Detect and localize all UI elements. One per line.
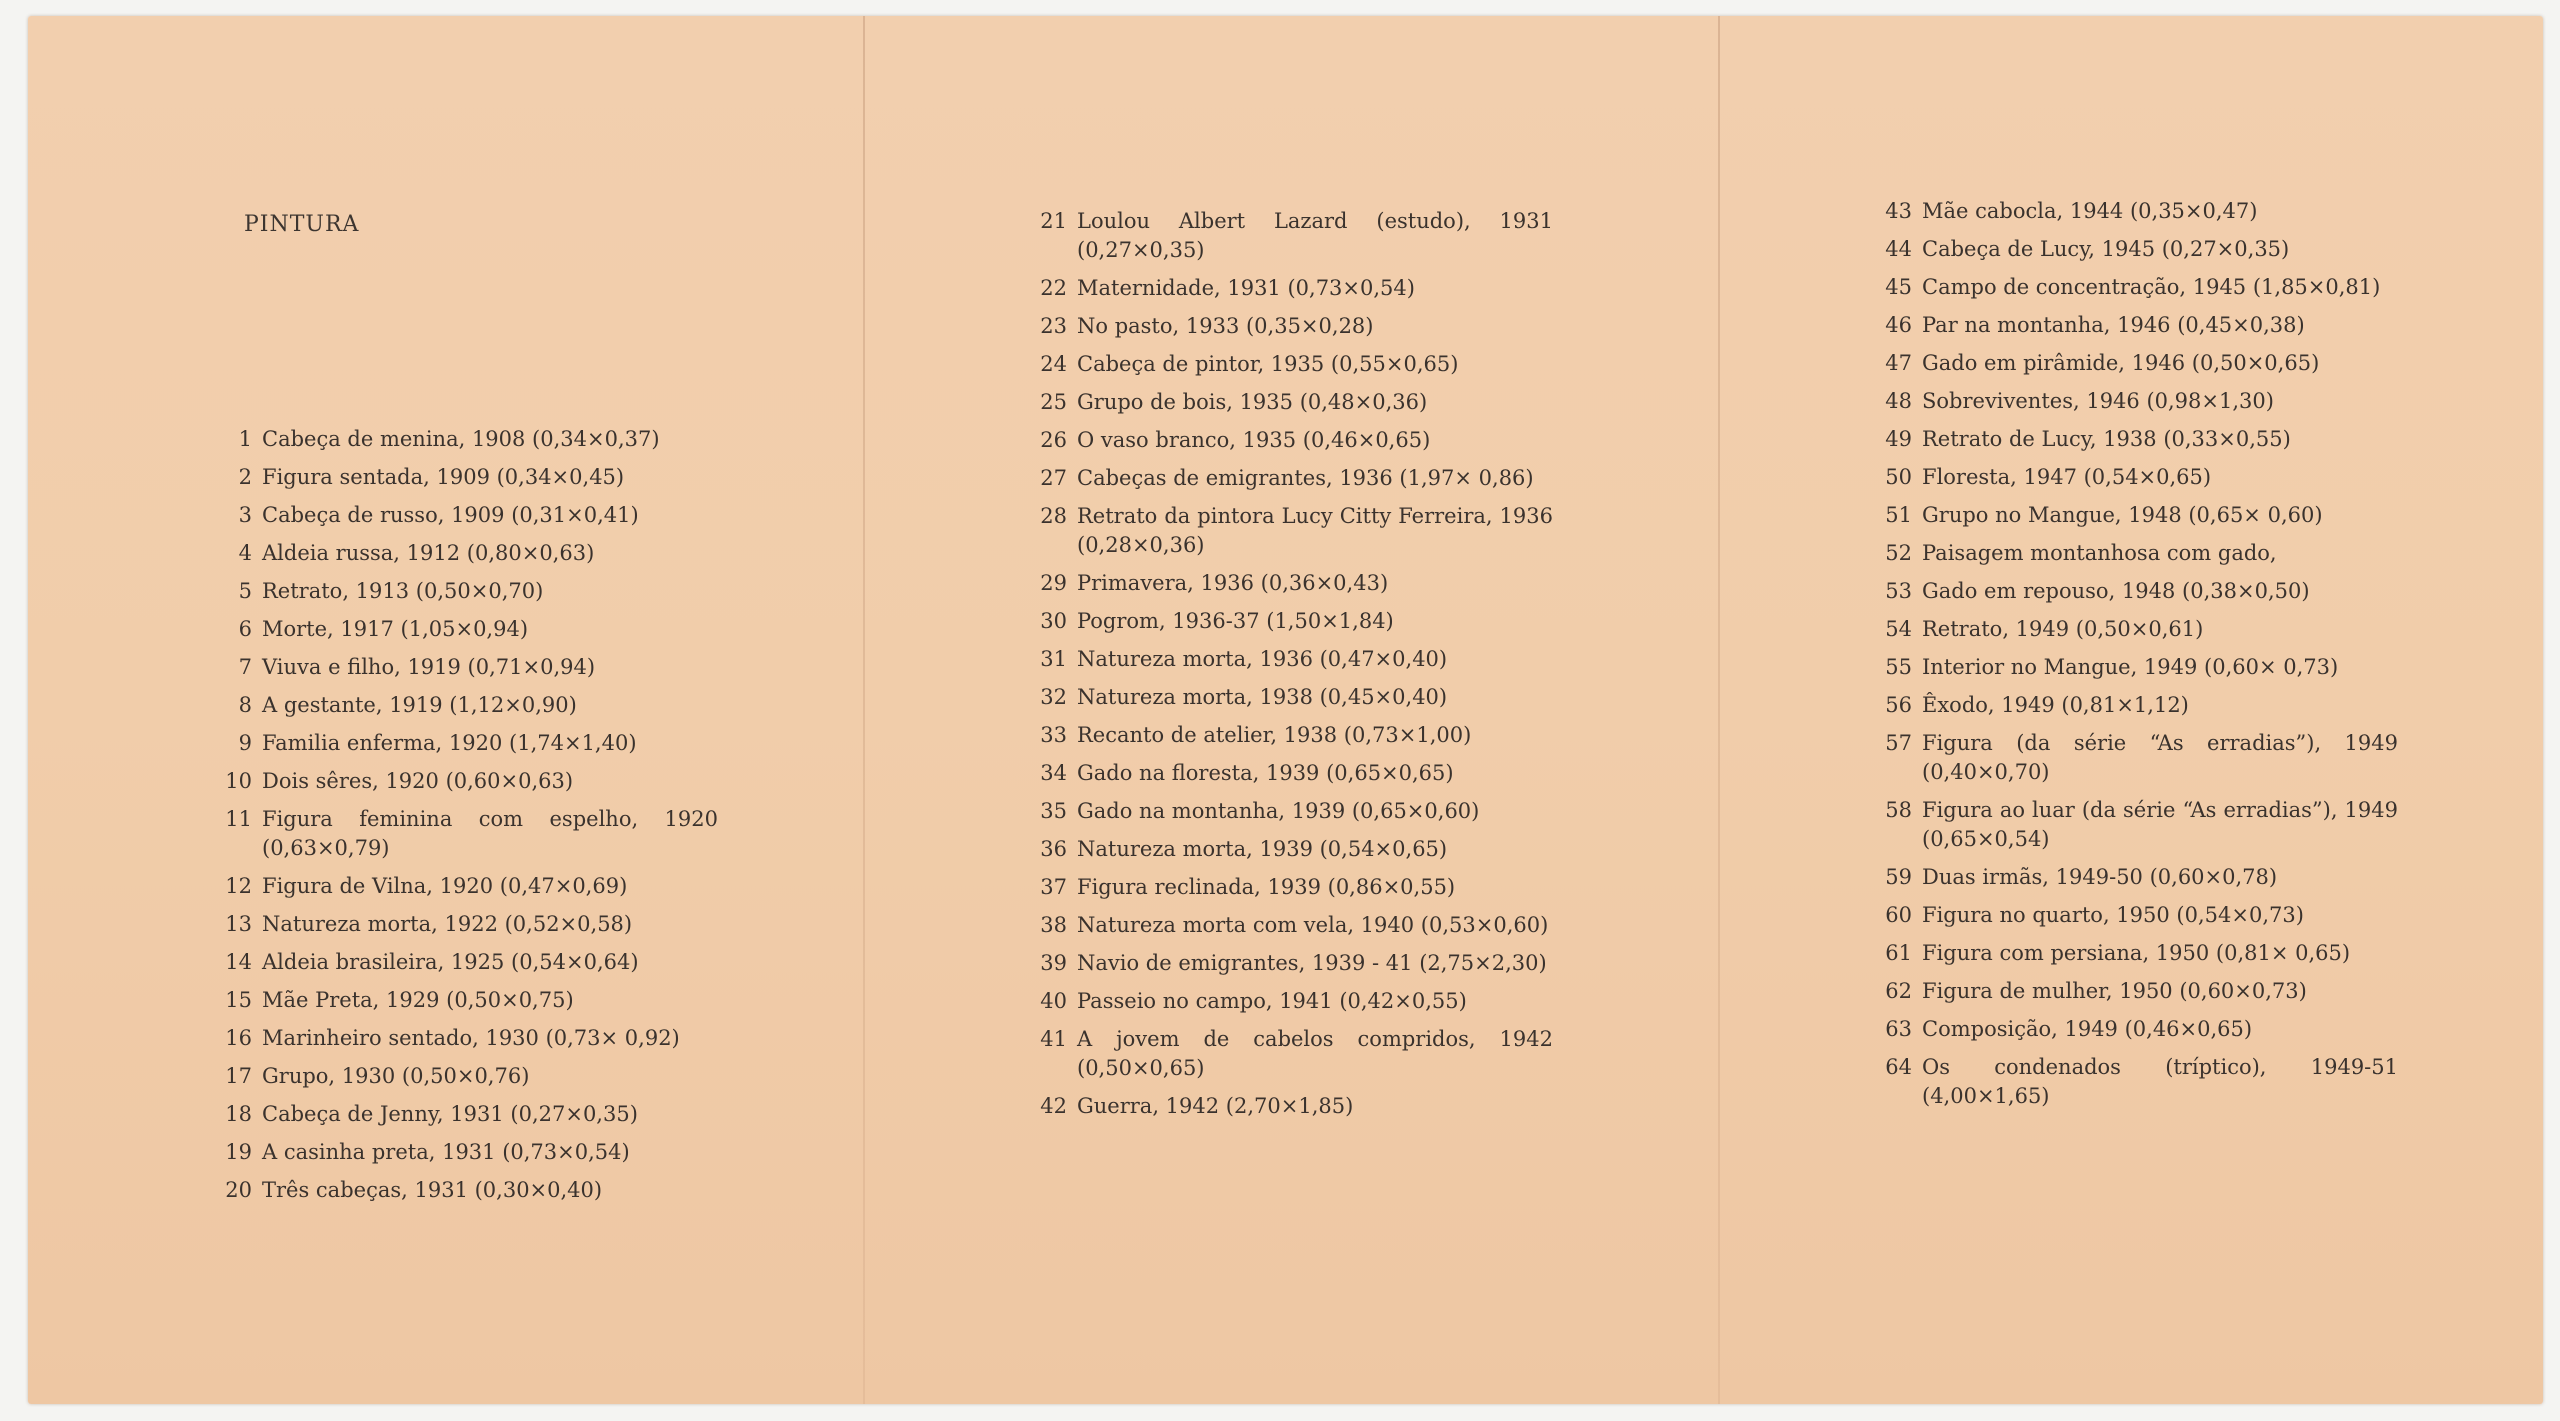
item-number: 19 <box>225 1140 252 1164</box>
list-item <box>1878 273 2398 302</box>
item-number: 3 <box>238 503 252 527</box>
item-number: 48 <box>1885 389 1912 413</box>
item-text: Viuva e filho, 1919 (0,71×0,94) <box>262 655 596 679</box>
item-number: 21 <box>1040 209 1067 233</box>
item-text: Floresta, 1947 (0,54×0,65) <box>1922 465 2212 489</box>
item-number: 26 <box>1040 428 1067 452</box>
list-item <box>1033 502 1553 560</box>
item-number: 60 <box>1885 903 1912 927</box>
list-item <box>1878 311 2398 340</box>
item-text: Cabeça de Lucy, 1945 (0,27×0,35) <box>1922 237 2290 261</box>
item-number: 8 <box>238 693 252 717</box>
item-number: 4 <box>238 541 252 565</box>
list-item <box>218 539 718 568</box>
item-text: Natureza morta com vela, 1940 (0,53×0,60) <box>1077 913 1549 937</box>
item-number: 54 <box>1885 617 1912 641</box>
item-text: Cabeças de emigrantes, 1936 (1,97× 0,86) <box>1077 466 1534 490</box>
list-item <box>1033 1025 1553 1083</box>
list-item <box>1878 653 2398 682</box>
item-number: 6 <box>238 617 252 641</box>
list-item <box>1878 1053 2398 1111</box>
item-number: 46 <box>1885 313 1912 337</box>
list-item <box>1878 425 2398 454</box>
list-item <box>218 805 718 863</box>
list-item <box>1033 207 1553 265</box>
list-item <box>1878 539 2398 568</box>
item-number: 38 <box>1040 913 1067 937</box>
list-item <box>218 577 718 606</box>
item-text: Composição, 1949 (0,46×0,65) <box>1922 1017 2253 1041</box>
item-text: Pogrom, 1936-37 (1,50×1,84) <box>1077 609 1394 633</box>
list-item <box>1033 388 1553 417</box>
item-text: Passeio no campo, 1941 (0,42×0,55) <box>1077 989 1467 1013</box>
item-text: Figura sentada, 1909 (0,34×0,45) <box>262 465 625 489</box>
item-text: Natureza morta, 1939 (0,54×0,65) <box>1077 837 1448 861</box>
item-text: Grupo, 1930 (0,50×0,76) <box>262 1064 530 1088</box>
item-number: 40 <box>1040 989 1067 1013</box>
item-number: 51 <box>1885 503 1912 527</box>
item-number: 36 <box>1040 837 1067 861</box>
list-item <box>1033 350 1553 379</box>
list-item <box>218 948 718 977</box>
item-number: 13 <box>225 912 252 936</box>
item-text: Familia enferma, 1920 (1,74×1,40) <box>262 731 637 755</box>
list-item <box>1033 683 1553 712</box>
list-item <box>1033 464 1553 493</box>
item-number: 7 <box>238 655 252 679</box>
item-number: 33 <box>1040 723 1067 747</box>
item-text: Natureza morta, 1938 (0,45×0,40) <box>1077 685 1448 709</box>
item-number: 35 <box>1040 799 1067 823</box>
list-item <box>1033 426 1553 455</box>
list-item <box>1878 863 2398 892</box>
item-text: Mãe Preta, 1929 (0,50×0,75) <box>262 988 574 1012</box>
list-item <box>1878 977 2398 1006</box>
item-number: 43 <box>1885 199 1912 223</box>
item-text: Gado na floresta, 1939 (0,65×0,65) <box>1077 761 1454 785</box>
item-text: Cabeça de Jenny, 1931 (0,27×0,35) <box>262 1102 638 1126</box>
section-heading: PINTURA <box>244 212 360 237</box>
item-text: Grupo de bois, 1935 (0,48×0,36) <box>1077 390 1428 414</box>
list-item <box>218 729 718 758</box>
list-item <box>1878 796 2398 854</box>
list-item <box>1033 312 1553 341</box>
item-number: 62 <box>1885 979 1912 1003</box>
item-number: 56 <box>1885 693 1912 717</box>
item-text: Guerra, 1942 (2,70×1,85) <box>1077 1094 1354 1118</box>
item-number: 15 <box>225 988 252 1012</box>
item-text: Três cabeças, 1931 (0,30×0,40) <box>262 1178 603 1202</box>
list-item <box>1878 1015 2398 1044</box>
list-item <box>1033 1092 1553 1121</box>
item-number: 10 <box>225 769 252 793</box>
item-text: A jovem de cabelos compridos, 1942 (0,50×0,65) <box>1077 1027 1553 1080</box>
list-item <box>1878 729 2398 787</box>
item-text: Maternidade, 1931 (0,73×0,54) <box>1077 276 1415 300</box>
item-text: Retrato de Lucy, 1938 (0,33×0,55) <box>1922 427 2291 451</box>
item-number: 57 <box>1885 731 1912 755</box>
list-item <box>218 1024 718 1053</box>
item-number: 14 <box>225 950 252 974</box>
list-item <box>218 910 718 939</box>
item-text: Grupo no Mangue, 1948 (0,65× 0,60) <box>1922 503 2323 527</box>
item-number: 29 <box>1040 571 1067 595</box>
item-number: 64 <box>1885 1055 1912 1079</box>
item-text: No pasto, 1933 (0,35×0,28) <box>1077 314 1374 338</box>
item-text: Figura de mulher, 1950 (0,60×0,73) <box>1922 979 2307 1003</box>
item-text: Gado na montanha, 1939 (0,65×0,60) <box>1077 799 1480 823</box>
list-item <box>1033 274 1553 303</box>
item-number: 27 <box>1040 466 1067 490</box>
item-text: Gado em pirâmide, 1946 (0,50×0,65) <box>1922 351 2320 375</box>
item-text: Marinheiro sentado, 1930 (0,73× 0,92) <box>262 1026 680 1050</box>
item-text: Natureza morta, 1922 (0,52×0,58) <box>262 912 633 936</box>
item-number: 25 <box>1040 390 1067 414</box>
item-text: Figura reclinada, 1939 (0,86×0,55) <box>1077 875 1456 899</box>
item-text: Duas irmãs, 1949-50 (0,60×0,78) <box>1922 865 2278 889</box>
item-number: 16 <box>225 1026 252 1050</box>
item-text: Paisagem montanhosa com gado, <box>1922 541 2277 565</box>
item-text: Sobreviventes, 1946 (0,98×1,30) <box>1922 389 2274 413</box>
item-text: Morte, 1917 (1,05×0,94) <box>262 617 529 641</box>
item-text: Dois sêres, 1920 (0,60×0,63) <box>262 769 574 793</box>
painting-list-column-1 <box>218 425 718 1214</box>
item-number: 18 <box>225 1102 252 1126</box>
list-item <box>218 463 718 492</box>
item-text: Loulou Albert Lazard (estudo), 1931 (0,27×0,35) <box>1077 209 1553 262</box>
item-text: Êxodo, 1949 (0,81×1,12) <box>1922 693 2189 717</box>
list-item <box>1878 235 2398 264</box>
list-item <box>218 1062 718 1091</box>
item-text: Mãe cabocla, 1944 (0,35×0,47) <box>1922 199 2258 223</box>
list-item <box>218 767 718 796</box>
item-number: 20 <box>225 1178 252 1202</box>
painting-list-column-2 <box>1033 207 1553 1130</box>
item-text: Figura com persiana, 1950 (0,81× 0,65) <box>1922 941 2351 965</box>
list-item <box>218 425 718 454</box>
item-number: 24 <box>1040 352 1067 376</box>
fold-line-right <box>1718 16 1720 1404</box>
item-number: 49 <box>1885 427 1912 451</box>
list-item <box>1878 691 2398 720</box>
item-text: Figura de Vilna, 1920 (0,47×0,69) <box>262 874 628 898</box>
item-text: Os condenados (tríptico), 1949-51 (4,00×1,65) <box>1922 1055 2398 1108</box>
list-item <box>1033 797 1553 826</box>
item-number: 44 <box>1885 237 1912 261</box>
item-number: 11 <box>225 807 252 831</box>
item-text: Aldeia brasileira, 1925 (0,54×0,64) <box>262 950 639 974</box>
list-item <box>1878 387 2398 416</box>
list-item <box>218 501 718 530</box>
list-item <box>1878 577 2398 606</box>
list-item <box>1033 835 1553 864</box>
list-item <box>218 1176 718 1205</box>
item-number: 28 <box>1040 504 1067 528</box>
list-item <box>1878 939 2398 968</box>
item-number: 1 <box>238 427 252 451</box>
list-item <box>1878 463 2398 492</box>
item-text: Retrato, 1913 (0,50×0,70) <box>262 579 544 603</box>
fold-line-left <box>863 16 865 1404</box>
list-item <box>1033 873 1553 902</box>
list-item <box>1878 901 2398 930</box>
item-number: 37 <box>1040 875 1067 899</box>
item-text: Cabeça de russo, 1909 (0,31×0,41) <box>262 503 639 527</box>
list-item <box>218 1100 718 1129</box>
item-number: 55 <box>1885 655 1912 679</box>
list-item <box>1033 721 1553 750</box>
item-number: 5 <box>238 579 252 603</box>
item-text: Gado em repouso, 1948 (0,38×0,50) <box>1922 579 2310 603</box>
item-number: 17 <box>225 1064 252 1088</box>
list-item <box>1878 615 2398 644</box>
item-text: Campo de concentração, 1945 (1,85×0,81) <box>1922 275 2381 299</box>
item-text: Interior no Mangue, 1949 (0,60× 0,73) <box>1922 655 2339 679</box>
list-item <box>1878 501 2398 530</box>
item-number: 30 <box>1040 609 1067 633</box>
item-number: 9 <box>238 731 252 755</box>
item-text: Figura ao luar (da série “As erradias”), 1949 (0,65×0,54) <box>1922 798 2398 851</box>
item-text: A gestante, 1919 (1,12×0,90) <box>262 693 577 717</box>
item-number: 32 <box>1040 685 1067 709</box>
list-item <box>1033 911 1553 940</box>
item-text: O vaso branco, 1935 (0,46×0,65) <box>1077 428 1431 452</box>
item-number: 41 <box>1040 1027 1067 1051</box>
item-number: 22 <box>1040 276 1067 300</box>
list-item <box>1033 949 1553 978</box>
list-item <box>218 872 718 901</box>
item-number: 12 <box>225 874 252 898</box>
item-number: 53 <box>1885 579 1912 603</box>
item-text: A casinha preta, 1931 (0,73×0,54) <box>262 1140 630 1164</box>
item-number: 45 <box>1885 275 1912 299</box>
item-text: Figura feminina com espelho, 1920 (0,63×0,79) <box>262 807 718 860</box>
item-number: 2 <box>238 465 252 489</box>
item-number: 63 <box>1885 1017 1912 1041</box>
list-item <box>1878 349 2398 378</box>
painting-list-column-3 <box>1878 197 2398 1120</box>
catalog-sheet <box>28 16 2543 1404</box>
list-item <box>1033 607 1553 636</box>
item-text: Primavera, 1936 (0,36×0,43) <box>1077 571 1389 595</box>
item-text: Navio de emigrantes, 1939 - 41 (2,75×2,30) <box>1077 951 1547 975</box>
item-number: 61 <box>1885 941 1912 965</box>
list-item <box>1033 987 1553 1016</box>
item-number: 58 <box>1885 798 1912 822</box>
list-item <box>1878 197 2398 226</box>
item-text: Par na montanha, 1946 (0,45×0,38) <box>1922 313 2305 337</box>
item-text: Cabeça de pintor, 1935 (0,55×0,65) <box>1077 352 1459 376</box>
item-text: Recanto de atelier, 1938 (0,73×1,00) <box>1077 723 1472 747</box>
list-item <box>1033 759 1553 788</box>
list-item <box>218 986 718 1015</box>
item-number: 50 <box>1885 465 1912 489</box>
item-number: 23 <box>1040 314 1067 338</box>
item-text: Retrato, 1949 (0,50×0,61) <box>1922 617 2204 641</box>
list-item <box>218 1138 718 1167</box>
item-number: 42 <box>1040 1094 1067 1118</box>
item-number: 52 <box>1885 541 1912 565</box>
item-number: 34 <box>1040 761 1067 785</box>
item-text: Natureza morta, 1936 (0,47×0,40) <box>1077 647 1448 671</box>
item-number: 39 <box>1040 951 1067 975</box>
item-text: Aldeia russa, 1912 (0,80×0,63) <box>262 541 595 565</box>
list-item <box>1033 569 1553 598</box>
list-item <box>218 691 718 720</box>
item-text: Cabeça de menina, 1908 (0,34×0,37) <box>262 427 660 451</box>
list-item <box>1033 645 1553 674</box>
list-item <box>218 653 718 682</box>
item-number: 31 <box>1040 647 1067 671</box>
item-text: Figura no quarto, 1950 (0,54×0,73) <box>1922 903 2304 927</box>
list-item <box>218 615 718 644</box>
item-number: 59 <box>1885 865 1912 889</box>
item-text: Retrato da pintora Lucy Citty Ferreira, 1936 (0,28×0,36) <box>1077 504 1553 557</box>
item-number: 47 <box>1885 351 1912 375</box>
item-text: Figura (da série “As erradias”), 1949 (0,40×0,70) <box>1922 731 2398 784</box>
